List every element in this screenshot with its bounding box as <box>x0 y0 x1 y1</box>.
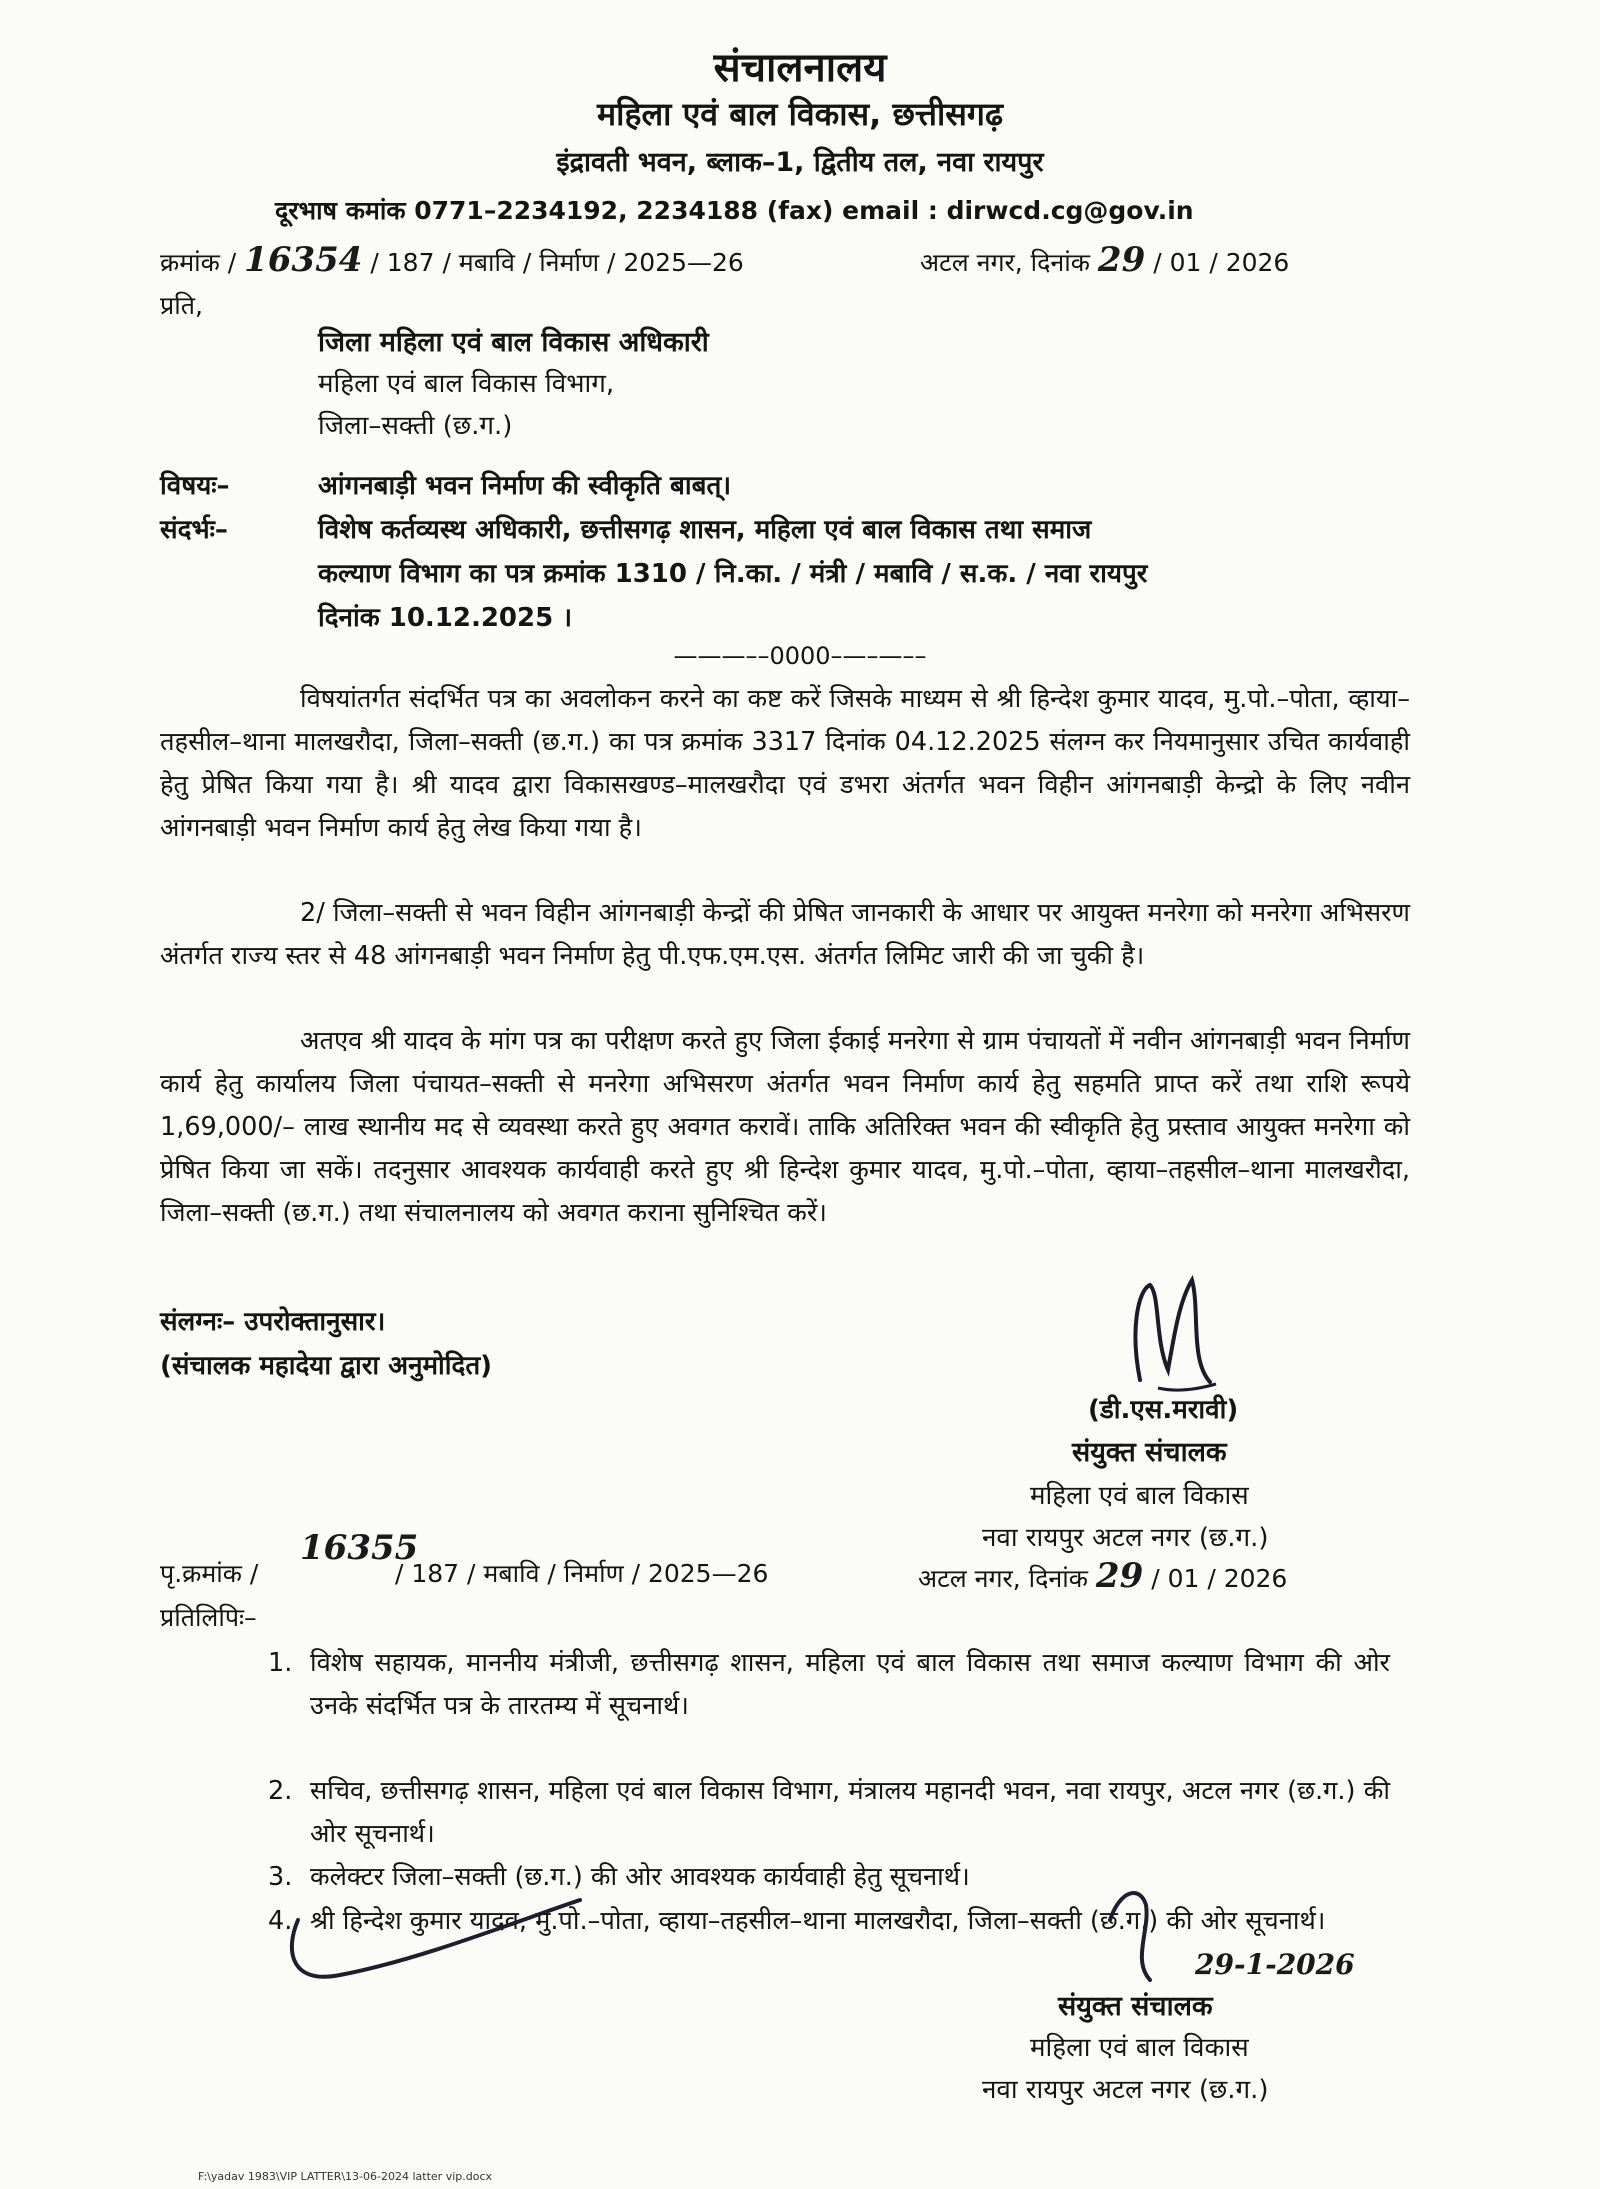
signatory-2-designation: संयुक्त संचालक <box>1058 1991 1213 2022</box>
copy-item-2-num: 2. <box>268 1776 293 1806</box>
copy-ref-rest: / 187 / मबावि / निर्माण / 2025—26 <box>395 1559 769 1588</box>
to-line-1: जिला महिला एवं बाल विकास अधिकारी <box>318 327 709 358</box>
ref-hand-number: 16354 <box>244 240 363 280</box>
signatory-1-dept: महिला एवं बाल विकास <box>1030 1481 1249 1511</box>
copy-item-2-text: सचिव, छत्तीसगढ़ शासन, महिला एवं बाल विकास विभाग, मंत्रालय महानदी भवन, नवा रायपुर, अटल नगर (छ.ग.) की ओर सूचनार्थ। <box>310 1776 1390 1849</box>
reference-line-3: दिनांक 10.12.2025 । <box>318 603 573 633</box>
department-name: महिला एवं बाल विकास, छत्तीसगढ़ <box>597 95 1003 133</box>
copy-list-item <box>268 1770 1390 1856</box>
footer-filepath: F:\yadav 1983\VIP LATTER\13-06-2024 latter vip.docx <box>198 2170 493 2183</box>
reference-line-2: कल्याण विभाग का पत्र क्रमांक 1310 / नि.का. / मंत्री / मबावि / स.क. / नवा रायपुर <box>318 559 1148 589</box>
ref-rest: / 187 / मबावि / निर्माण / 2025—26 <box>370 248 744 277</box>
reference-label: संदर्भः– <box>160 515 228 545</box>
office-title: संचालनालय <box>713 45 887 91</box>
enclosure-text: उपरोक्तानुसार। <box>244 1307 386 1337</box>
copy-ref-place-date: अटल नगर, दिनांक <box>918 1564 1088 1593</box>
ref-label: क्रमांक / <box>160 248 237 277</box>
signatory-2-dept: महिला एवं बाल विकास <box>1030 2033 1249 2063</box>
to-line-2: महिला एवं बाल विकास विभाग, <box>318 369 615 399</box>
signatory-1-designation: संयुक्त संचालक <box>1072 1437 1227 1468</box>
body-paragraph-2 <box>160 892 1410 978</box>
ref-hand-day: 29 <box>1097 240 1146 280</box>
copy-ref-hand-day: 29 <box>1095 1556 1144 1596</box>
copy-item-4-num: 4. <box>268 1906 293 1936</box>
body-paragraph-3 <box>160 1020 1410 1235</box>
copy-item-4-text: श्री हिन्देश कुमार यादव, मु.पो.–पोता, व्हाया–तहसील–थाना मालखरौदा, जिला–सक्ती (छ.ग.) की ओर सूचनार्थ। <box>310 1906 1326 1936</box>
copy-ref-date <box>918 1556 1287 1596</box>
handwritten-mark <box>280 1880 1460 2000</box>
copy-to-label: प्रतिलिपिः– <box>160 1603 257 1632</box>
enclosure-label: संलग्नः– <box>160 1307 236 1337</box>
signatory-1-name: (डी.एस.मरावी) <box>1088 1395 1239 1425</box>
approval-note: (संचालक महादेया द्वारा अनुमोदित) <box>160 1351 493 1381</box>
copy-ref-date-rest: / 01 / 2026 <box>1151 1564 1288 1593</box>
section-divider: ———––0000–—–—–– <box>673 642 927 670</box>
enclosure-line <box>160 1302 385 1338</box>
signatory-2-hand-date: 29-1-2026 <box>1195 1948 1355 1981</box>
copy-item-3-text: कलेक्टर जिला–सक्ती (छ.ग.) की ओर आवश्यक कार्यवाही हेतु सूचनार्थ। <box>310 1862 970 1892</box>
signature-1 <box>1120 1270 1230 1400</box>
reference-line-1: विशेष कर्तव्यस्थ अधिकारी, छत्तीसगढ़ शासन, महिला एवं बाल विकास तथा समाज <box>318 515 1092 545</box>
contact-line: दूरभाष कमांक 0771–2234192, 2234188 (fax) email : dirwcd.cg@gov.in <box>275 196 1194 225</box>
signatory-1-place: नवा रायपुर अटल नगर (छ.ग.) <box>982 1523 1269 1553</box>
copy-item-1-text: विशेष सहायक, माननीय मंत्रीजी, छत्तीसगढ़ शासन, महिला एवं बाल विकास तथा समाज कल्याण विभाग की ओर उनके संदर्भित पत्र के तारतम्य में सूचनार्थ। <box>310 1648 1390 1721</box>
subject-label: विषयः– <box>160 471 230 501</box>
signatory-2-place: नवा रायपुर अटल नगर (छ.ग.) <box>982 2075 1269 2105</box>
copy-list-item <box>268 1642 1390 1728</box>
prati-label: प्रति, <box>160 291 203 320</box>
body-paragraph-2-text: 2/ जिला–सक्ती से भवन विहीन आंगनबाड़ी केन्द्रों की प्रेषित जानकारी के आधार पर आयुक्त मनरेगा को मनरेगा अभिसरण अंतर्गत राज्य स्तर से 48 आंगनबाड़ी भवन निर्माण हेतु पी.एफ.एम.एस. अंतर्गत लिमिट जारी की जा चुकी है। <box>160 898 1410 971</box>
copy-item-1-num: 1. <box>268 1648 293 1678</box>
copy-ref-hand-number: 16355 <box>300 1528 419 1568</box>
subject-text: आंगनबाड़ी भवन निर्माण की स्वीकृति बाबत्। <box>318 471 732 501</box>
body-paragraph-1 <box>160 678 1410 850</box>
ref-line <box>160 240 744 280</box>
copy-item-3-num: 3. <box>268 1862 293 1892</box>
ref-date <box>920 240 1289 280</box>
to-line-3: जिला–सक्ती (छ.ग.) <box>318 411 513 441</box>
ref-date-rest: / 01 / 2026 <box>1153 248 1290 277</box>
body-paragraph-3-text: अतएव श्री यादव के मांग पत्र का परीक्षण करते हुए जिला ईकाई मनरेगा से ग्राम पंचायतों में नवीन आंगनबाड़ी भवन निर्माण कार्य हेतु कार्यालय जिला पंचायत–सक्ती से मनरेगा अभिसरण अंतर्गत भवन निर्माण कार्य हेतु सहमति प्राप्त करें तथा राशि रूपये 1,69,000/– लाख स्थानीय मद से व्यवस्था करते हुए अवगत करावें। ताकि अतिरिक्त भवन की स्वीकृति हेतु प्रस्ताव आयुक्त मनरेगा को प्रेषित किया जा सकें। तदनुसार आवश्यक कार्यवाही करते हुए श्री हिन्देश कुमार यादव, मु.पो.–पोता, व्हाया–तहसील–थाना मालखरौदा, जिला–सक्ती (छ.ग.) तथा संचालनालय को अवगत कराना सुनिश्चित करें। <box>160 1026 1410 1228</box>
ref-place-date: अटल नगर, दिनांक <box>920 248 1090 277</box>
body-paragraph-1-text: विषयांतर्गत संदर्भित पत्र का अवलोकन करने का कष्ट करें जिसके माध्यम से श्री हिन्देश कुमार यादव, मु.पो.–पोता, व्हाया–तहसील–थाना मालखरौदा, जिला–सक्ती (छ.ग.) का पत्र क्रमांक 3317 दिनांक 04.12.2025 संलग्न कर नियमानुसार उचित कार्यवाही हेतु प्रेषित किया गया है। श्री यादव द्वारा विकासखण्ड–मालखरौदा एवं डभरा अंतर्गत भवन विहीन आंगनबाड़ी केन्द्रो के लिए नवीन आंगनबाड़ी भवन निर्माण कार्य हेतु लेख किया गया है। <box>160 684 1410 843</box>
office-address: इंद्रावती भवन, ब्लाक–1, द्वितीय तल, नवा रायपुर <box>556 147 1044 178</box>
copy-ref-label: पृ.क्रमांक / <box>160 1559 259 1588</box>
